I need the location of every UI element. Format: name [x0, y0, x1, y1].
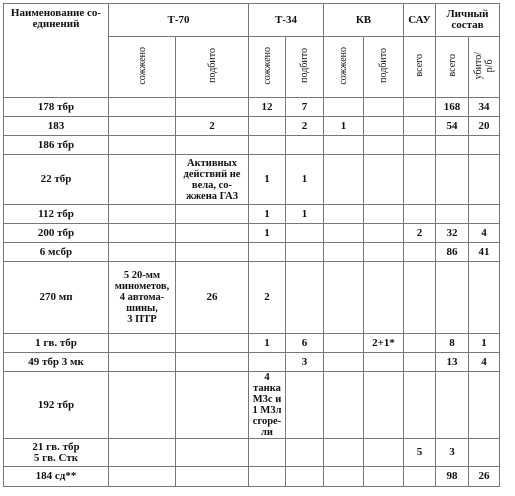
table-row — [4, 334, 500, 353]
t70-burned-cell — [109, 117, 176, 136]
kv-damaged-subheader: подбито — [364, 37, 404, 98]
kv-burned-cell — [324, 155, 364, 205]
unit-name-cell: 184 сд** — [4, 467, 109, 487]
t70-burned-subheader: сожжено — [109, 37, 176, 98]
kv-burned-cell — [324, 372, 364, 439]
t70-burned-cell — [109, 243, 176, 262]
unit-name-cell: 183 — [4, 117, 109, 136]
t70-damaged-cell — [176, 98, 249, 117]
sau-total-cell — [404, 353, 436, 372]
t70-damaged-cell — [176, 205, 249, 224]
personnel-total-cell: 8 — [436, 334, 469, 353]
table-row — [4, 467, 500, 487]
t70-damaged-cell — [176, 467, 249, 487]
personnel-header: Личный состав — [436, 4, 500, 37]
table-row — [4, 372, 500, 439]
t34-damaged-cell: 6 — [286, 334, 324, 353]
unit-name-cell: 192 тбр — [4, 372, 109, 439]
kv-burned-cell — [324, 205, 364, 224]
t34-burned-cell — [249, 467, 286, 487]
personnel-total-cell: 168 — [436, 98, 469, 117]
t34-burned-cell — [249, 136, 286, 155]
t70-burned-cell — [109, 372, 176, 439]
table-row — [4, 439, 500, 467]
personnel-killed-subheader: убито/ р/б — [469, 37, 500, 98]
t34-damaged-subheader: подбито — [286, 37, 324, 98]
sau-total-cell: 2 — [404, 224, 436, 243]
t70-burned-cell — [109, 98, 176, 117]
sau-total-cell — [404, 205, 436, 224]
t34-damaged-cell — [286, 136, 324, 155]
personnel-killed-cell: 20 — [469, 117, 500, 136]
personnel-total-cell: 98 — [436, 467, 469, 487]
personnel-killed-cell — [469, 372, 500, 439]
t34-damaged-cell: 1 — [286, 205, 324, 224]
kv-damaged-cell — [364, 467, 404, 487]
kv-burned-cell — [324, 136, 364, 155]
kv-damaged-cell — [364, 155, 404, 205]
kv-damaged-cell — [364, 98, 404, 117]
t70-damaged-cell — [176, 136, 249, 155]
t70-burned-cell — [109, 467, 176, 487]
kv-burned-cell — [324, 224, 364, 243]
t34-damaged-cell: 2 — [286, 117, 324, 136]
personnel-killed-cell — [469, 205, 500, 224]
personnel-killed-cell: 26 — [469, 467, 500, 487]
kv-damaged-cell — [364, 372, 404, 439]
table-row — [4, 98, 500, 117]
kv-damaged-cell: 2+1* — [364, 334, 404, 353]
personnel-killed-cell: 4 — [469, 224, 500, 243]
t70-damaged-cell — [176, 243, 249, 262]
personnel-total-cell — [436, 136, 469, 155]
kv-damaged-cell — [364, 243, 404, 262]
t70-damaged-cell — [176, 353, 249, 372]
sau-total-subheader: всего — [404, 37, 436, 98]
t70-burned-cell — [109, 205, 176, 224]
losses-table-wrapper — [3, 3, 500, 487]
sau-total-cell — [404, 262, 436, 334]
kv-damaged-cell — [364, 262, 404, 334]
t34-damaged-cell: 7 — [286, 98, 324, 117]
personnel-total-cell: 32 — [436, 224, 469, 243]
t70-burned-cell — [109, 353, 176, 372]
unit-name-cell: 112 тбр — [4, 205, 109, 224]
t34-damaged-cell — [286, 243, 324, 262]
t70-burned-cell — [109, 136, 176, 155]
personnel-total-cell — [436, 372, 469, 439]
t34-damaged-cell — [286, 439, 324, 467]
personnel-total-cell — [436, 155, 469, 205]
t70-damaged-cell: 2 — [176, 117, 249, 136]
table-row — [4, 136, 500, 155]
personnel-killed-cell — [469, 136, 500, 155]
t70-burned-cell — [109, 155, 176, 205]
t34-burned-cell: 12 — [249, 98, 286, 117]
kv-damaged-cell — [364, 136, 404, 155]
personnel-killed-cell: 4 — [469, 353, 500, 372]
t34-header: Т-34 — [249, 4, 324, 37]
t34-damaged-cell — [286, 467, 324, 487]
t34-burned-cell: 1 — [249, 224, 286, 243]
kv-damaged-cell — [364, 224, 404, 243]
personnel-killed-cell — [469, 262, 500, 334]
kv-burned-cell — [324, 262, 364, 334]
t34-burned-cell: 4 танка М3с и 1 М3л сгоре- ли — [249, 372, 286, 439]
kv-header: КВ — [324, 4, 404, 37]
unit-name-cell: 186 тбр — [4, 136, 109, 155]
header-row-groups — [4, 4, 500, 37]
unit-name-cell: 178 тбр — [4, 98, 109, 117]
t34-damaged-cell: 3 — [286, 353, 324, 372]
unit-name-cell: 49 тбр 3 мк — [4, 353, 109, 372]
personnel-killed-cell — [469, 439, 500, 467]
sau-total-cell — [404, 98, 436, 117]
kv-burned-cell — [324, 353, 364, 372]
t34-burned-cell: 1 — [249, 205, 286, 224]
unit-name-cell: 200 тбр — [4, 224, 109, 243]
table-row — [4, 205, 500, 224]
t34-burned-cell: 1 — [249, 334, 286, 353]
unit-name-cell: 270 мп — [4, 262, 109, 334]
t70-damaged-cell — [176, 224, 249, 243]
sau-total-cell — [404, 372, 436, 439]
kv-burned-cell: 1 — [324, 117, 364, 136]
unit-name-cell: 22 тбр — [4, 155, 109, 205]
table-row — [4, 155, 500, 205]
t34-burned-cell: 1 — [249, 155, 286, 205]
t70-damaged-cell: 26 — [176, 262, 249, 334]
t70-damaged-subheader: подбито — [176, 37, 249, 98]
sau-total-cell: 5 — [404, 439, 436, 467]
t70-burned-cell — [109, 334, 176, 353]
table-row — [4, 353, 500, 372]
t34-burned-cell — [249, 439, 286, 467]
personnel-total-cell — [436, 262, 469, 334]
sau-total-cell — [404, 136, 436, 155]
personnel-total-cell: 54 — [436, 117, 469, 136]
t70-burned-cell — [109, 224, 176, 243]
kv-damaged-cell — [364, 117, 404, 136]
t70-damaged-cell — [176, 439, 249, 467]
kv-burned-cell — [324, 98, 364, 117]
kv-burned-subheader: сожжено — [324, 37, 364, 98]
unit-name-header: Наименование со- единений — [4, 4, 109, 98]
t70-damaged-cell — [176, 372, 249, 439]
personnel-killed-cell: 34 — [469, 98, 500, 117]
kv-burned-cell — [324, 243, 364, 262]
t70-damaged-cell: Активных действий не вела, со- жжена ГАЗ — [176, 155, 249, 205]
unit-name-cell: 21 гв. тбр 5 гв. Стк — [4, 439, 109, 467]
personnel-total-cell: 13 — [436, 353, 469, 372]
kv-damaged-cell — [364, 353, 404, 372]
t70-burned-cell — [109, 439, 176, 467]
table-body — [4, 98, 500, 487]
table-row — [4, 243, 500, 262]
t34-burned-cell — [249, 353, 286, 372]
kv-burned-cell — [324, 439, 364, 467]
personnel-total-cell: 3 — [436, 439, 469, 467]
t34-damaged-cell — [286, 372, 324, 439]
personnel-killed-cell: 41 — [469, 243, 500, 262]
table-row — [4, 224, 500, 243]
t34-damaged-cell — [286, 262, 324, 334]
t34-damaged-cell — [286, 224, 324, 243]
personnel-killed-cell: 1 — [469, 334, 500, 353]
t34-burned-subheader: сожжено — [249, 37, 286, 98]
losses-table — [3, 3, 500, 487]
sau-header: САУ — [404, 4, 436, 37]
t34-burned-cell — [249, 117, 286, 136]
t34-burned-cell: 2 — [249, 262, 286, 334]
sau-total-cell — [404, 117, 436, 136]
t70-header: Т-70 — [109, 4, 249, 37]
kv-damaged-cell — [364, 439, 404, 467]
sau-total-cell — [404, 467, 436, 487]
personnel-total-subheader: всего — [436, 37, 469, 98]
t70-damaged-cell — [176, 334, 249, 353]
table-row — [4, 262, 500, 334]
unit-name-cell: 6 мсбр — [4, 243, 109, 262]
t34-damaged-cell: 1 — [286, 155, 324, 205]
sau-total-cell — [404, 334, 436, 353]
sau-total-cell — [404, 243, 436, 262]
t34-burned-cell — [249, 243, 286, 262]
personnel-total-cell: 86 — [436, 243, 469, 262]
t70-burned-cell: 5 20-мм минометов, 4 автома- шины, 3 ПТР — [109, 262, 176, 334]
personnel-killed-cell — [469, 155, 500, 205]
sau-total-cell — [404, 155, 436, 205]
personnel-total-cell — [436, 205, 469, 224]
kv-damaged-cell — [364, 205, 404, 224]
unit-name-cell: 1 гв. тбр — [4, 334, 109, 353]
table-row — [4, 117, 500, 136]
kv-burned-cell — [324, 334, 364, 353]
kv-burned-cell — [324, 467, 364, 487]
